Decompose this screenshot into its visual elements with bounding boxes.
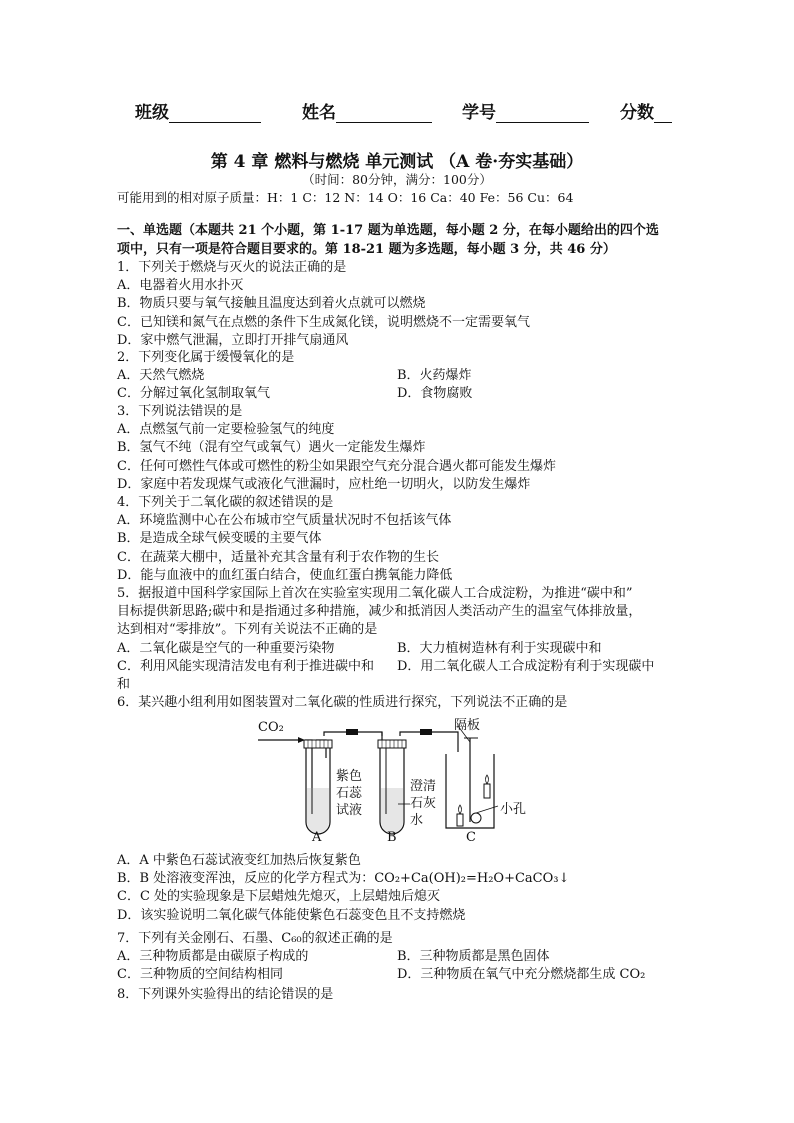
question-6-stem: 6．某兴趣小组利用如图装置对二氧化碳的性质进行探究，下列说法不正确的是 — [117, 695, 568, 710]
tube-a-label-line-1: 紫色 — [336, 769, 363, 784]
apparatus-drawing — [250, 718, 550, 848]
question-2-option-a[interactable]: A．天然气燃烧 — [117, 368, 205, 384]
question-5 — [117, 585, 677, 694]
name-label: 姓名 — [302, 103, 336, 123]
question-5-option-a[interactable]: A．二氧化碳是空气的一种重要污染物 — [117, 640, 335, 656]
student-info-fields — [0, 98, 794, 122]
question-7-option-d[interactable]: D．三种物质在氧气中充分燃烧都生成 CO₂ — [397, 967, 646, 983]
question-6-option-d[interactable]: D．该实验说明二氧化碳气体能使紫色石蕊变色且不支持燃烧 — [117, 907, 466, 923]
question-2-stem: 2．下列变化属于缓慢氧化的是 — [117, 350, 295, 365]
question-5-option-d[interactable]: D．用二氧化碳人工合成淀粉有利于实现碳中 — [397, 658, 655, 674]
question-7-option-b[interactable]: B．三种物质都是黑色固体 — [397, 949, 550, 965]
student-number-field[interactable] — [462, 98, 589, 123]
question-3-option-b[interactable]: B．氢气不纯（混有空气或氧气）遇火一定能发生爆炸 — [117, 440, 426, 456]
question-5-option-c[interactable]: C．利用风能实现清洁发电有利于推进碳中和 — [117, 658, 374, 674]
atomic-masses: 可能用到的相对原子质量：H：1 C：12 N：14 O：16 Ca：40 Fe：56 Cu：64 — [117, 190, 574, 205]
tube-a-solution-label — [336, 768, 362, 819]
question-4-option-b[interactable]: B．是造成全球气候变暖的主要气体 — [117, 531, 322, 547]
tube-a-label-line-3: 试液 — [336, 803, 363, 818]
question-1 — [117, 259, 677, 350]
hole-label: 小孔 — [500, 802, 527, 817]
question-3 — [117, 403, 677, 494]
question-7-stem: 7．下列有关金刚石、石墨、C₆₀的叙述正确的是 — [117, 931, 393, 946]
question-4-option-c[interactable]: C．在蔬菜大棚中，适量补充其含量有利于农作物的生长 — [117, 549, 439, 565]
tube-b-label-line-2: 石灰 — [410, 796, 437, 811]
question-5-stem-line-2: 目标提供新思路;碳中和是指通过多种措施，减少和抵消因人类活动产生的温室气体排放量， — [117, 604, 642, 620]
tube-b-letter: B — [387, 830, 397, 845]
exam-subtitle: （时间：80分钟，满分：100分） — [302, 172, 492, 187]
question-6-option-b[interactable]: B．B 处溶液变浑浊，反应的化学方程式为：CO₂+Ca(OH)₂=H₂O+CaCO₃↓ — [117, 871, 570, 887]
question-5-option-d-continued: 和 — [117, 676, 131, 692]
name-blank[interactable] — [336, 104, 432, 123]
question-1-option-b[interactable]: B．物质只要与氧气接触且温度达到着火点就可以燃烧 — [117, 296, 426, 312]
tube-a-letter: A — [312, 830, 322, 845]
question-4 — [117, 494, 677, 585]
tube-b-label-line-1: 澄清 — [410, 779, 437, 794]
question-1-option-a[interactable]: A．电器着火用水扑灭 — [117, 278, 244, 294]
co2-inlet-label: CO₂ — [258, 720, 284, 735]
question-5-stem-line-3: 达到相对“零排放”。下列有关说法不正确的是 — [117, 622, 378, 638]
question-2-option-d[interactable]: D．食物腐败 — [397, 386, 473, 402]
question-3-stem: 3．下列说法错误的是 — [117, 404, 243, 419]
question-7-option-c[interactable]: C．三种物质的空间结构相同 — [117, 967, 283, 983]
score-field[interactable] — [620, 98, 672, 123]
question-6-option-a[interactable]: A．A 中紫色石蕊试液变红加热后恢复紫色 — [117, 853, 361, 868]
score-label: 分数 — [620, 103, 654, 123]
student-number-blank[interactable] — [496, 104, 589, 123]
question-4-option-a[interactable]: A．环境监测中心在公布城市空气质量状况时不包括该气体 — [117, 513, 452, 529]
section-heading-line-1: 一、单选题（本题共 21 个小题，第 1-17 题为单选题，每小题 2 分，在每小题给出的四个选 — [117, 223, 659, 238]
co2-experiment-diagram — [250, 718, 550, 848]
question-8-stem: 8．下列课外实验得出的结论错误的是 — [117, 987, 334, 1002]
exam-title: 第 4 章 燃料与燃烧 单元测试 （A 卷·夯实基础） — [210, 152, 584, 172]
question-1-option-c[interactable]: C．已知镁和氮气在点燃的条件下生成氮化镁，说明燃烧不一定需要氧气 — [117, 314, 530, 330]
question-3-option-a[interactable]: A．点燃氢气前一定要检验氢气的纯度 — [117, 422, 335, 438]
question-4-option-d[interactable]: D．能与血液中的血红蛋白结合，使血红蛋白携氧能力降低 — [117, 567, 453, 583]
beaker-c-letter: C — [466, 830, 476, 845]
question-4-stem: 4．下列关于二氧化碳的叙述错误的是 — [117, 495, 334, 510]
question-5-option-b[interactable]: B．大力植树造林有利于实现碳中和 — [397, 640, 602, 656]
question-3-option-c[interactable]: C．任何可燃性气体或可燃性的粉尘如果跟空气充分混合遇火都可能发生爆炸 — [117, 458, 556, 474]
question-6-options — [117, 852, 677, 925]
tube-b-solution-label — [410, 778, 436, 829]
tube-b-label-line-3: 水 — [410, 813, 424, 828]
question-2-option-c[interactable]: C．分解过氧化氢制取氧气 — [117, 386, 270, 402]
section-heading — [117, 222, 677, 259]
question-6-option-c[interactable]: C．C 处的实验现象是下层蜡烛先熄灭，上层蜡烛后熄灭 — [117, 889, 441, 905]
question-7-option-a[interactable]: A．三种物质都是由碳原子构成的 — [117, 949, 309, 965]
question-1-option-d[interactable]: D．家中燃气泄漏，立即打开排气扇通风 — [117, 332, 349, 348]
question-7 — [117, 930, 677, 985]
class-field[interactable] — [135, 98, 261, 123]
tube-a-label-line-2: 石蕊 — [336, 786, 363, 801]
question-2-option-b[interactable]: B．火药爆炸 — [397, 368, 472, 384]
class-blank[interactable] — [169, 104, 261, 123]
question-1-stem: 1．下列关于燃烧与灭火的说法正确的是 — [117, 260, 347, 275]
partition-label: 隔板 — [454, 718, 481, 733]
question-2 — [117, 349, 677, 404]
question-3-option-d[interactable]: D．家庭中若发现煤气或液化气泄漏时，应杜绝一切明火，以防发生爆炸 — [117, 476, 531, 492]
class-label: 班级 — [135, 103, 169, 123]
score-blank[interactable] — [654, 104, 672, 123]
student-number-label: 学号 — [462, 103, 496, 123]
section-heading-line-2: 项中，只有一项是符合题目要求的。第 18-21 题为多选题，每小题 3 分，共 46 分） — [117, 241, 616, 257]
question-5-stem-line-1: 5．据报道中国科学家国际上首次在实验室实现用二氧化碳人工合成淀粉，为推进“碳中和” — [117, 586, 633, 601]
name-field[interactable] — [302, 98, 432, 123]
